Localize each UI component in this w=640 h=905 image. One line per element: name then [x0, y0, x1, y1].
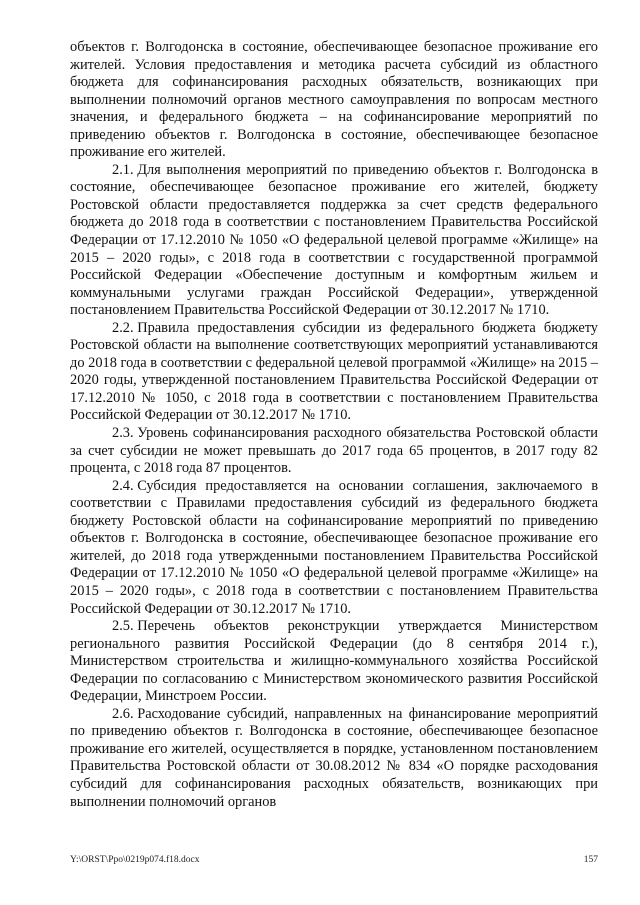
continuation-paragraph: объектов г. Волгодонска в состояние, обеспечивающее безопасное проживание его жителей. Условия предоставления и методика расчета субсидий из областного бюджета для софинансирования расходных обязательств, возникающих при выполнении полномочий органов местного самоуправления по вопросам местного значения, и федерального бюджета – на софинансирование мероприятий по приведению объектов г. Волгодонска в состояние, обеспечивающее безопасное проживание его жителей.: [70, 39, 598, 161]
paragraph-2-5: [70, 618, 598, 706]
footer-page-number: 157: [583, 855, 598, 865]
document-page: [70, 39, 598, 811]
paragraph-text: Субсидия предоставляется на основании соглашения, заключаемого в соответствии с Правилами предоставления субсидий из федерального бюджета бюджету Ростовской области на софинансирование мероприятий по приведению объектов г. Волгодонска в состояние, обеспечивающее безопасное проживание его жителей, до 2018 года утвержденными постановлением Правительства Российской Федерации от 17.12.2010 № 1050 «О федеральной целевой программе «Жилище» на 2015 – 2020 годы», с 2018 года в соответствии с постановлением Правительства Российской Федерации от 30.12.2017 № 1710.: [70, 477, 598, 617]
paragraph-text: Для выполнения мероприятий по приведению объектов г. Волгодонска в состояние, обеспечивающее безопасное проживание его жителей, бюджету Ростовской области предоставляется поддержка за счет средств федерального бюджета до 2018 года в соответствии с постановлением Правительства Российской Федерации от 17.12.2010 № 1050 «О федеральной целевой программе «Жилище» на 2015 – 2020 годы», с 2018 года в соответствии с государственной программой Российской Федерации «Обеспечение доступным и комфортным жильем и коммунальными услугами граждан Российской Федерации», утвержденной постановлением Правительства Российской Федерации от 30.12.2017 № 1710.: [70, 161, 598, 319]
paragraph-2-3: [70, 425, 598, 478]
paragraph-number: 2.6.: [112, 705, 134, 722]
paragraph-text: Правила предоставления субсидии из федерального бюджета бюджету Ростовской области на выполнение соответствующих мероприятий устанавливаются до 2018 года в соответствии с федеральной целевой программой «Жилище» на 2015 – 2020 годы, утвержденной постановлением Правительства Российской Федерации от 17.12.2010 № 1050, с 2018 года в соответствии с постановлением Правительства Российской Федерации от 30.12.2017 № 1710.: [70, 319, 598, 424]
paragraph-number: 2.5.: [112, 618, 134, 635]
paragraph-text: Расходование субсидий, направленных на финансирование мероприятий по приведению объектов г. Волгодонска в состояние, обеспечивающее безопасное проживание его жителей, осуществляется в порядке, установленном постановлением Правительства Ростовской области от 30.08.2012 № 834 «О порядке расходования субсидий для софинансирования расходных обязательств, возникающих при выполнении полномочий органов: [70, 705, 598, 810]
paragraph-number: 2.4.: [112, 477, 134, 494]
paragraph-2-2: [70, 320, 598, 425]
footer-file-path: Y:\ORST\Ppo\0219p074.f18.docx: [70, 855, 200, 865]
paragraph-2-1: [70, 162, 598, 320]
paragraph-text: Уровень софинансирования расходного обязательства Ростовской области за счет субсидии не может превышать до 2017 года 65 процентов, в 2017 году 82 процента, с 2018 года 87 процентов.: [70, 425, 598, 477]
paragraph-number: 2.1.: [112, 161, 134, 178]
paragraph-number: 2.3.: [112, 425, 134, 442]
paragraph-2-6: [70, 706, 598, 811]
paragraph-number: 2.2.: [112, 319, 134, 336]
paragraph-text: Перечень объектов реконструкции утверждается Министерством регионального развития Российской Федерации (до 8 сентября 2014 г.), Министерством строительства и жилищно-коммунального хозяйства Российской Федерации по согласованию с Министерством экономического развития Российской Федерации, Минстроем России.: [70, 618, 598, 705]
paragraph-2-4: [70, 478, 598, 618]
